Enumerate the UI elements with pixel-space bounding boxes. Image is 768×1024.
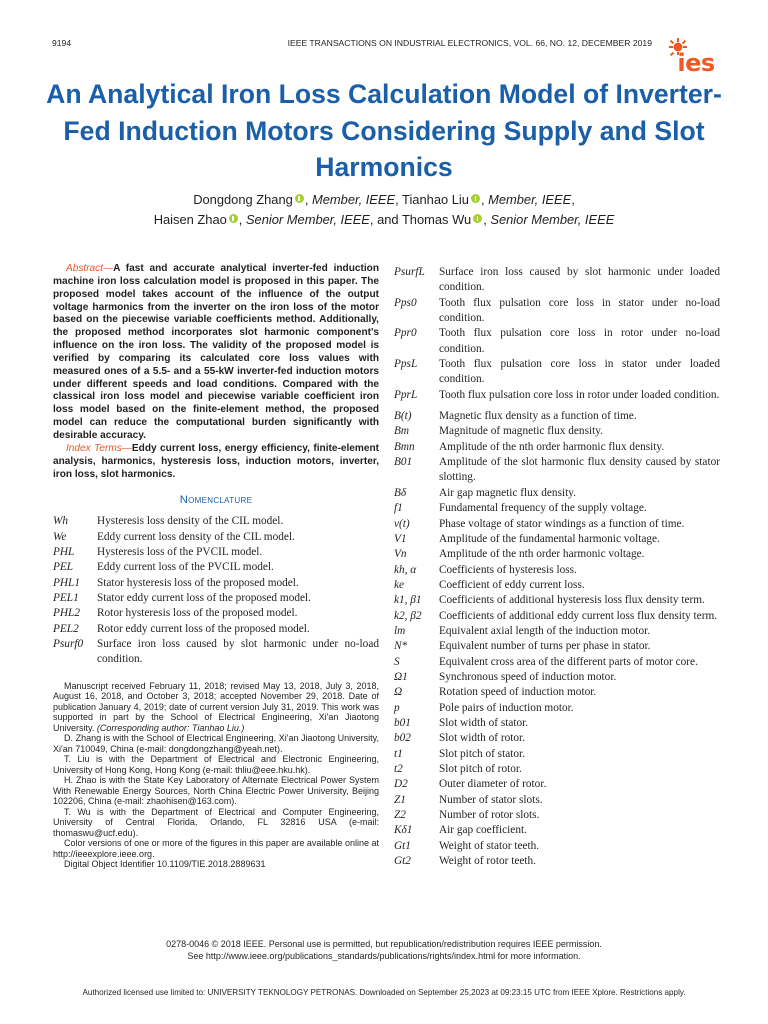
nomenclature-symbol: PsurfL xyxy=(394,266,425,278)
nomenclature-definition: Amplitude of the nth order harmonic flux density. xyxy=(439,440,665,453)
nomenclature-row xyxy=(394,388,720,403)
nomenclature-symbol: Gt1 xyxy=(394,839,411,852)
nomenclature-row xyxy=(394,455,720,486)
nomenclature-definition: Rotor hysteresis loss of the proposed model. xyxy=(97,607,298,620)
author-name: Thomas Wu xyxy=(401,211,472,227)
page-number: 9194 xyxy=(52,38,72,48)
nomenclature-row xyxy=(394,670,720,685)
nomenclature-definition: Slot width of stator. xyxy=(439,716,529,729)
nomenclature-symbol: Bmn xyxy=(394,440,415,453)
nomenclature-symbol: lm xyxy=(394,624,406,637)
nomenclature-symbol: b01 xyxy=(394,716,411,729)
nomenclature-symbol: B01 xyxy=(394,456,413,469)
nomenclature-symbol: Z1 xyxy=(394,793,406,806)
nomenclature-symbol: Gt2 xyxy=(394,855,411,868)
author-grade: Member, IEEE xyxy=(312,192,396,207)
nomenclature-symbol: PEL1 xyxy=(53,592,79,605)
nomenclature-definition: Surface iron loss caused by slot harmonic under no-load condition. xyxy=(97,638,379,666)
orcid-icon[interactable] xyxy=(471,194,480,203)
nomenclature-definition: Rotation speed of induction motor. xyxy=(439,686,597,699)
author-list: Dongdong Zhang , Member, IEEE, Tianhao Liu , Member, IEEE, Haisen Zhao , Senior Member, IEEE, and Thomas Wu , Senior Member, IEEE xyxy=(153,192,615,227)
nomenclature-row xyxy=(53,560,379,575)
logo-text: ies xyxy=(677,49,715,76)
nomenclature-row xyxy=(394,716,720,731)
nomenclature-definition: Amplitude of the nth order harmonic voltage. xyxy=(439,548,645,561)
nomenclature-row xyxy=(394,685,720,700)
nomenclature-row xyxy=(394,655,720,670)
nomenclature-symbol: Bm xyxy=(394,425,410,438)
nomenclature-symbol: k1, β1 xyxy=(394,594,422,607)
nomenclature-symbol: f1 xyxy=(394,502,403,515)
nomenclature-heading: Nomenclature xyxy=(179,494,253,507)
nomenclature-row xyxy=(394,593,720,608)
nomenclature-row xyxy=(394,547,720,562)
nomenclature-symbol: Pps0 xyxy=(394,296,417,309)
nomenclature-definition: Outer diameter of rotor. xyxy=(439,778,547,791)
index-terms-label: Index Terms— xyxy=(66,442,132,454)
nomenclature-row xyxy=(394,823,720,838)
index-terms xyxy=(53,443,379,482)
nomenclature-definition: Air gap coefficient. xyxy=(439,824,527,837)
nomenclature-definition: Magnetic flux density as a function of time. xyxy=(439,410,637,423)
author-name: Dongdong Zhang xyxy=(193,192,293,207)
nomenclature-row xyxy=(394,409,720,424)
nomenclature-row xyxy=(53,576,379,591)
nomenclature-row xyxy=(394,609,720,624)
nomenclature-definition: Tooth flux pulsation core loss in stator under no-load condition. xyxy=(439,296,720,325)
nomenclature-row xyxy=(53,637,379,668)
nomenclature-definition: Magnitude of magnetic flux density. xyxy=(439,425,603,438)
nomenclature-symbol: p xyxy=(394,701,400,714)
abstract-label: Abstract— xyxy=(66,263,114,274)
nomenclature-symbol: PEL xyxy=(53,561,74,574)
nomenclature-symbol: Z2 xyxy=(394,809,406,822)
nomenclature-symbol: t2 xyxy=(394,763,403,775)
nomenclature-list-right-b xyxy=(394,409,720,869)
nomenclature-definition: Slot pitch of stator. xyxy=(439,747,525,760)
abstract xyxy=(53,263,379,443)
nomenclature-definition: Eddy current loss of the PVCIL model. xyxy=(97,561,274,574)
footnote: Digital Object Identifier 10.1109/TIE.2018.2889631 xyxy=(64,859,266,870)
nomenclature-definition: Weight of rotor teeth. xyxy=(439,855,536,868)
nomenclature-symbol: N* xyxy=(394,640,408,653)
footnote: Color versions of one or more of the figures in this paper are available online at http://ieeexplore.ieee.org. xyxy=(53,838,379,859)
orcid-icon[interactable] xyxy=(473,214,482,223)
nomenclature-symbol: PprL xyxy=(394,388,418,401)
nomenclature-definition: Tooth flux pulsation core loss in rotor under loaded condition. xyxy=(439,388,720,401)
author-grade: Senior Member, IEEE xyxy=(245,211,370,227)
nomenclature-definition: Slot width of rotor. xyxy=(439,732,525,745)
nomenclature-symbol: PEL2 xyxy=(53,622,79,635)
nomenclature-definition: Phase voltage of stator windings as a function of time. xyxy=(439,517,685,530)
nomenclature-symbol: k2, β2 xyxy=(394,609,422,622)
nomenclature-definition: Synchronous speed of induction motor. xyxy=(439,670,617,683)
ies-logo xyxy=(666,38,722,76)
orcid-icon[interactable] xyxy=(229,214,238,223)
corresponding-author: (Corresponding author: Tianhao Liu.) xyxy=(96,722,245,733)
nomenclature-definition: Coefficients of additional eddy current loss flux density term. xyxy=(439,609,718,622)
nomenclature-row xyxy=(394,440,720,455)
nomenclature-symbol: PHL xyxy=(53,546,75,559)
nomenclature-row xyxy=(53,591,379,606)
footnotes xyxy=(53,681,379,870)
index-terms-text: Eddy current loss, energy efficiency, finite-element analysis, harmonics, hysteresis loss, induction motors, inverter, iron loss, slot harmonics. xyxy=(53,442,379,480)
nomenclature-definition: Equivalent number of turns per phase in stator. xyxy=(439,640,651,653)
nomenclature-row xyxy=(53,530,379,545)
nomenclature-definition: Hysteresis loss of the PVCIL model. xyxy=(97,546,263,559)
nomenclature-symbol: PHL2 xyxy=(53,607,80,620)
nomenclature-row xyxy=(394,486,720,501)
nomenclature-definition: Weight of stator teeth. xyxy=(439,839,540,852)
nomenclature-definition: Rotor eddy current loss of the proposed model. xyxy=(97,622,310,635)
nomenclature-symbol: b02 xyxy=(394,732,411,745)
nomenclature-definition: Fundamental frequency of the supply voltage. xyxy=(439,502,647,515)
abstract-text: A fast and accurate analytical inverter-fed induction machine iron loss calculation model is proposed in this paper. The proposed model takes account of the influence of the output voltage harmonics from the inverter on the iron loss of the motor based on the piecewise variable coefficients method. Additionally, the proposed method incorporates slot harmonic component's influence on the iron loss. The validity of the proposed model is verified by comparing its calculated core loss values with measured ones of a 5.5- and a 55-kW inverter-fed induction motors under different speeds and load conditions. Compared with the classical iron loss model and piecewise variable coefficient iron loss model based on the finite-element method, the proposed model can reduce the computational burden significantly with desirable accuracy. xyxy=(53,263,379,441)
nomenclature-row xyxy=(394,578,720,593)
nomenclature-definition: Eddy current loss density of the CIL model. xyxy=(97,530,295,543)
nomenclature-row xyxy=(394,839,720,854)
nomenclature-symbol: Kδ1 xyxy=(394,824,413,837)
nomenclature-row xyxy=(394,424,720,439)
nomenclature-list-left xyxy=(53,514,379,667)
nomenclature-symbol: PpsL xyxy=(394,358,418,371)
nomenclature-row xyxy=(394,808,720,823)
nomenclature-symbol: Ω xyxy=(394,686,403,699)
nomenclature-row xyxy=(394,563,720,578)
footnote: D. Zhang is with the School of Electrical Engineering, Xi'an Jiaotong University, Xi'an 710049, China (e-mail: dongdongzhang@yeah.net). xyxy=(53,733,379,754)
nomenclature-symbol: S xyxy=(394,655,400,668)
nomenclature-definition: Stator eddy current loss of the proposed model. xyxy=(97,592,311,605)
nomenclature-row xyxy=(394,731,720,746)
nomenclature-definition: Stator hysteresis loss of the proposed model. xyxy=(97,576,299,589)
nomenclature-symbol: Ppr0 xyxy=(394,327,417,340)
nomenclature-definition: Equivalent cross area of the different parts of motor core. xyxy=(439,655,698,668)
nomenclature-definition: Air gap magnetic flux density. xyxy=(439,486,576,499)
nomenclature-definition: Slot pitch of rotor. xyxy=(439,763,522,775)
nomenclature-symbol: ke xyxy=(394,578,405,591)
nomenclature-definition: Pole pairs of induction motor. xyxy=(439,701,574,714)
nomenclature-definition: Tooth flux pulsation core loss in rotor under no-load condition. xyxy=(439,327,720,355)
author-name: Tianhao Liu xyxy=(402,192,469,207)
nomenclature-row xyxy=(394,501,720,516)
running-header xyxy=(52,38,652,52)
nomenclature-symbol: Wh xyxy=(53,515,69,528)
nomenclature-definition: Number of rotor slots. xyxy=(439,809,540,822)
nomenclature-symbol: PHL1 xyxy=(53,576,80,589)
nomenclature-symbol: v(t) xyxy=(394,517,410,530)
nomenclature-definition: Equivalent axial length of the induction motor. xyxy=(439,624,651,637)
nomenclature-definition: Amplitude of the fundamental harmonic voltage. xyxy=(439,532,660,545)
nomenclature-definition: Coefficients of hysteresis loss. xyxy=(439,563,577,576)
nomenclature-row xyxy=(53,545,379,560)
authorized-use-notice: Authorized licensed use limited to: UNIVERSITY TEKNOLOGY PETRONAS. Downloaded on September 25,2023 at 09:23:15 UTC from IEEE Xplore. Restrictions apply. xyxy=(82,988,686,997)
author-grade: Senior Member, IEEE xyxy=(490,211,615,227)
nomenclature-row xyxy=(53,622,379,637)
copyright-notice: 0278-0046 © 2018 IEEE. Personal use is permitted, but republication/redistribution requires IEEE permission. See http://www.ieee.org/publications_standards/publications/rights/index.html for more information. xyxy=(40,939,728,962)
nomenclature-row xyxy=(394,793,720,808)
nomenclature-definition: Tooth flux pulsation core loss in stator under loaded condition. xyxy=(439,358,720,386)
nomenclature-row xyxy=(394,532,720,547)
footnote: T. Wu is with the Department of Electrical and Computer Engineering, University of Central Florida, Orlando, FL 32816 USA (e-mail: thomaswu@ucf.edu). xyxy=(53,806,379,838)
rights-link[interactable]: See http://www.ieee.org/publications_standards/publications/rights/index.html for more information. xyxy=(187,950,581,961)
nomenclature-row xyxy=(394,639,720,654)
nomenclature-symbol: kh, α xyxy=(394,563,417,576)
nomenclature-row xyxy=(53,606,379,621)
nomenclature-symbol: Ω1 xyxy=(394,670,408,683)
nomenclature-definition: Amplitude of the slot harmonic flux density caused by stator slotting. xyxy=(439,456,720,484)
nomenclature-row xyxy=(394,296,720,327)
nomenclature-row xyxy=(394,265,720,296)
nomenclature-list-right-a xyxy=(394,265,720,403)
nomenclature-row xyxy=(394,777,720,792)
orcid-icon[interactable] xyxy=(295,194,304,203)
nomenclature-definition: Surface iron loss caused by slot harmonic under loaded condition. xyxy=(439,266,720,294)
journal-line: IEEE TRANSACTIONS ON INDUSTRIAL ELECTRONICS, VOL. 66, NO. 12, DECEMBER 2019 xyxy=(287,38,652,48)
nomenclature-definition: Hysteresis loss density of the CIL model. xyxy=(97,515,284,528)
nomenclature-row xyxy=(394,357,720,388)
nomenclature-definition: Coefficients of additional hysteresis loss flux density term. xyxy=(439,594,705,607)
nomenclature-symbol: Psurf0 xyxy=(53,638,84,651)
author-name: Haisen Zhao xyxy=(153,211,227,227)
nomenclature-symbol: Vn xyxy=(394,548,407,561)
nomenclature-symbol: Bδ xyxy=(394,486,407,499)
left-column xyxy=(53,263,379,870)
footnote: T. Liu is with the Department of Electrical and Electronic Engineering, University of Hong Kong, Hong Kong (e-mail: thliu@eee.hku.hk). xyxy=(53,754,379,775)
right-column xyxy=(394,265,720,869)
nomenclature-symbol: D2 xyxy=(394,778,408,791)
footnote: Manuscript received February 11, 2018; revised May 13, 2018, July 3, 2018, August 16, 2018, and October 3, 2018; accepted November 29, 2018. Date of publication January 4, 2019; date of current version July 31, 2019. This work was supported in part by the School of Electrical Engineering, Xi'an Jiaotong University. xyxy=(53,680,379,733)
paper-title: An Analytical Iron Loss Calculation Model of Inverter-Fed Induction Motors Considering Supply and Slot Harmonics xyxy=(46,79,722,182)
nomenclature-symbol: t1 xyxy=(394,747,403,760)
nomenclature-row xyxy=(394,326,720,357)
footnote: H. Zhao is with the State Key Laboratory of Alternate Electrical Power System With Renewable Energy Sources, North China Electric Power University, Beijing 102206, China (e-mail: zhaohisen@163.com). xyxy=(53,775,379,807)
nomenclature-row xyxy=(394,854,720,869)
nomenclature-row xyxy=(394,624,720,639)
nomenclature-row xyxy=(394,517,720,532)
nomenclature-symbol: We xyxy=(53,530,67,543)
nomenclature-row xyxy=(394,701,720,716)
nomenclature-definition: Number of stator slots. xyxy=(439,793,543,806)
nomenclature-row xyxy=(394,762,720,777)
nomenclature-symbol: B(t) xyxy=(394,410,412,423)
author-grade: Member, IEEE xyxy=(488,192,572,207)
nomenclature-row xyxy=(394,747,720,762)
nomenclature-row xyxy=(53,514,379,529)
nomenclature-symbol: V1 xyxy=(394,532,407,545)
nomenclature-definition: Coefficient of eddy current loss. xyxy=(439,578,585,591)
